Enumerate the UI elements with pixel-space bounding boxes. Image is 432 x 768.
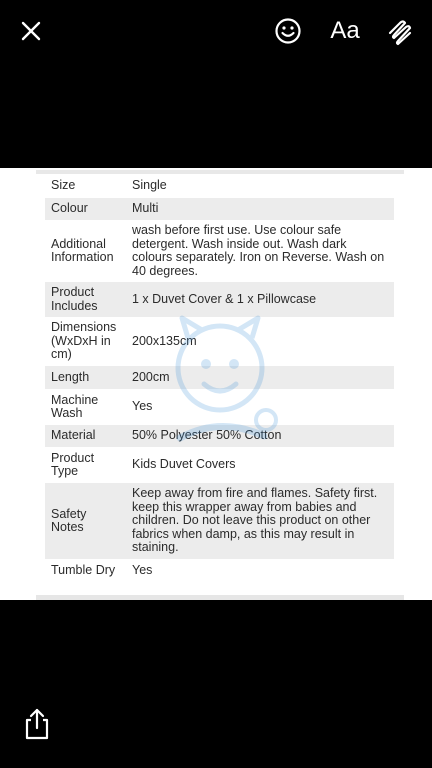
- text-tool-button[interactable]: Aa: [330, 17, 360, 44]
- row-label: Material: [45, 425, 126, 447]
- table-row: [45, 483, 394, 559]
- row-label: Tumble Dry: [51, 563, 116, 578]
- table-row: [45, 317, 394, 366]
- table-row: [45, 447, 394, 483]
- row-value: Kids Duvet Covers: [132, 457, 236, 472]
- row-value: 50% Polyester 50% Cotton: [126, 425, 394, 447]
- close-icon[interactable]: [14, 14, 48, 48]
- row-label: Safety Notes: [45, 483, 126, 559]
- draw-icon[interactable]: [383, 14, 419, 50]
- table-row: [45, 198, 394, 220]
- row-value: 1 x Duvet Cover & 1 x Pillowcase: [126, 282, 394, 317]
- table-row: [45, 366, 394, 389]
- row-value: wash before first use. Use colour safe detergent. Wash inside out. Wash dark colours separately. Iron on Reverse. Wash on 40 degrees.: [132, 223, 385, 278]
- table-row: [45, 425, 394, 447]
- row-label: Colour: [45, 198, 126, 220]
- row-label: Product Includes: [45, 282, 126, 317]
- row-value: Yes: [132, 563, 153, 578]
- row-label: Additional Information: [51, 236, 114, 264]
- row-label: Length: [45, 366, 126, 389]
- row-label: Product Type: [51, 450, 95, 478]
- row-value: Multi: [126, 198, 394, 220]
- table-row: [45, 559, 394, 583]
- product-spec-image: [0, 168, 432, 600]
- row-value: Single: [132, 178, 167, 193]
- editor-toolbar: [0, 0, 432, 64]
- row-label: Size: [51, 178, 76, 193]
- row-value: Yes: [132, 399, 153, 414]
- table-row: [45, 220, 394, 282]
- row-label: Machine Wash: [51, 392, 99, 420]
- share-icon[interactable]: [22, 707, 52, 741]
- table-row: [45, 174, 394, 198]
- row-value: 200x135cm: [132, 333, 197, 348]
- table-row: [45, 282, 394, 317]
- table-row: [45, 389, 394, 425]
- row-value: 200cm: [126, 366, 394, 389]
- row-value: Keep away from fire and flames. Safety first. keep this wrapper away from babies and children. Do not leave this product on other fabrics when damp, as this may result in staining.: [126, 483, 394, 559]
- divider: [36, 595, 404, 600]
- row-label: Dimensions (WxDxH in cm): [51, 320, 117, 362]
- smiley-icon[interactable]: [271, 14, 305, 48]
- spec-table: [45, 174, 394, 583]
